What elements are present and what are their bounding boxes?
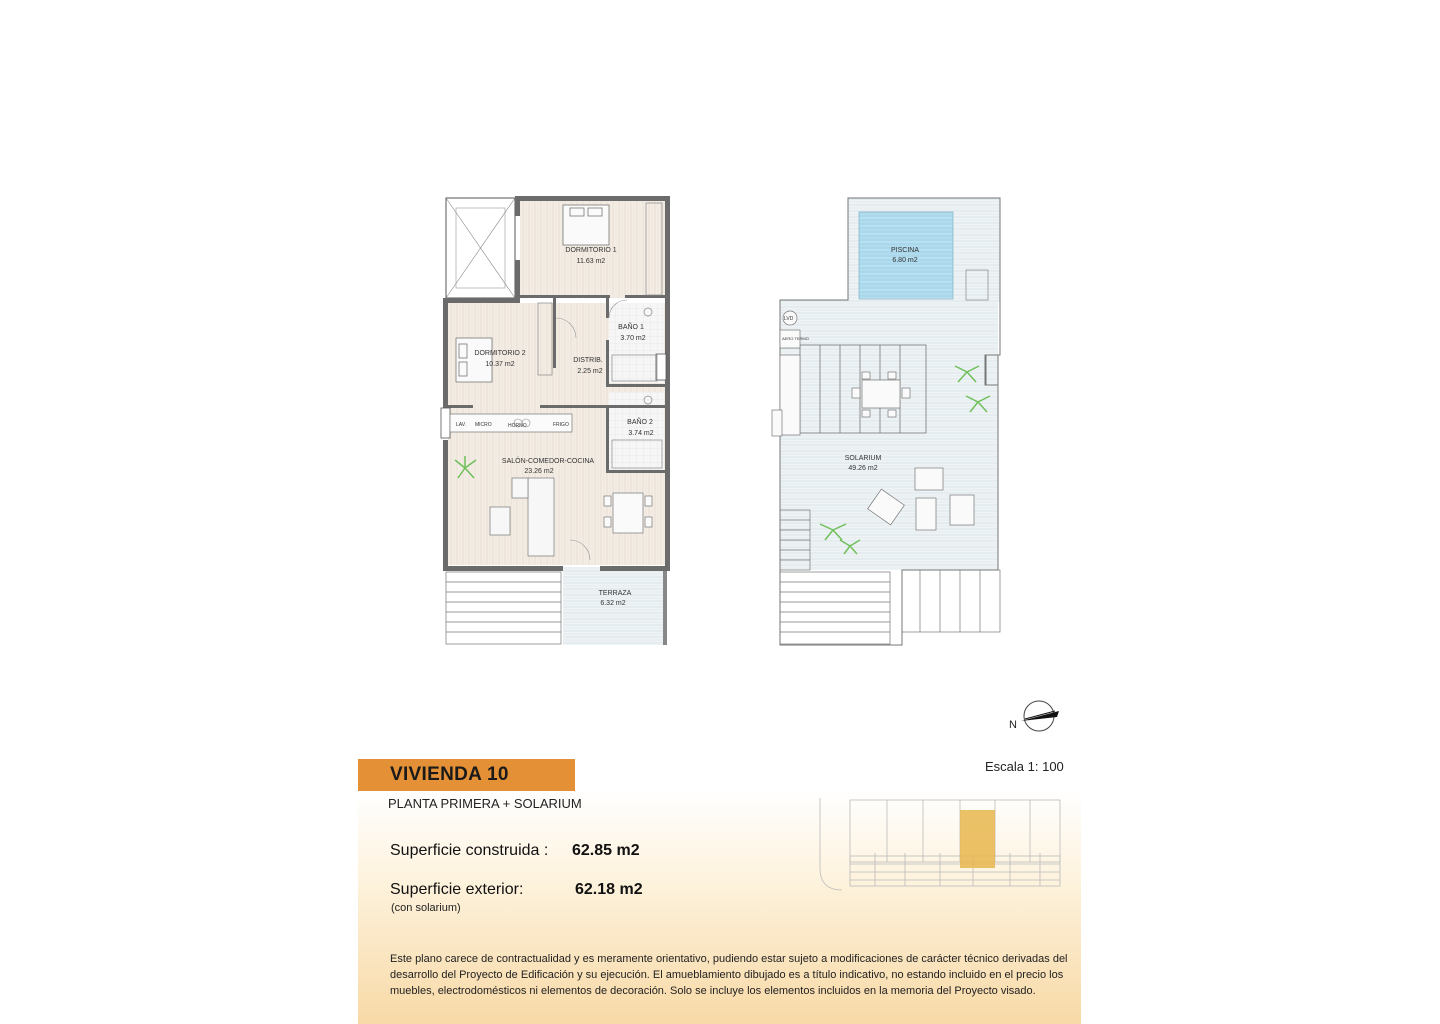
- first-floor-plan: [441, 196, 670, 645]
- room-label-solarium: SOLARIUM: [844, 455, 882, 462]
- compass-icon: [1005, 695, 1065, 745]
- surface-exterior-value: 62.18 m2: [575, 881, 643, 898]
- title-bar: [358, 759, 575, 791]
- appliance-label: LAV.: [456, 422, 467, 428]
- deck-floor: [780, 300, 998, 570]
- room-area-bano-2: 3.74 m2: [628, 430, 654, 437]
- counter: [780, 355, 800, 435]
- bed-icon: [563, 205, 609, 245]
- room-label-bano-2: BAÑO 2: [627, 419, 653, 426]
- surface-built-label: Superficie construida :: [390, 842, 549, 859]
- room-label-distrib: DISTRIB.: [573, 357, 603, 364]
- room-label-bano-1: BAÑO 1: [618, 324, 644, 331]
- room-area-salon: 23.26 m2: [524, 468, 554, 475]
- room-label-dormitorio-2: DORMITORIO 2: [474, 350, 526, 357]
- room-label-dormitorio-1: DORMITORIO 1: [565, 247, 617, 254]
- north-label: N: [1009, 719, 1017, 731]
- room-area-terraza: 6.32 m2: [600, 600, 626, 607]
- room-label-terraza: TERRAZA: [598, 590, 632, 597]
- solarium-plan: [772, 198, 1000, 645]
- room-area-dormitorio-2: 10.37 m2: [485, 361, 515, 368]
- page-subtitle: PLANTA PRIMERA + SOLARIUM: [388, 796, 582, 811]
- appliance-label: LVD: [784, 316, 794, 322]
- disclaimer: Este plano carece de contractualidad y es meramente orientativo, pudiendo estar sujeto a modificaciones de carácter técnico derivadas del desarrollo del Proyecto de Edificación y su ejecución. El amueblamiento dibujado es a título indicativo, no estando incluido en el precio los muebles, electrodomésticos ni elementos de decoración. Solo se incluye los elementos incluidos en la memoria del Proyecto visado.: [390, 953, 1068, 997]
- surface-exterior-note: (con solarium): [391, 902, 461, 914]
- room-label-salon: SALÓN-COMEDOR-COCINA: [501, 458, 595, 465]
- appliance-label: MICRO: [475, 422, 492, 428]
- bed-icon: [456, 338, 492, 382]
- stairs: [446, 572, 561, 644]
- unit-highlight: [960, 810, 995, 868]
- room-area-solarium: 49.26 m2: [848, 465, 878, 472]
- room-area-distrib: 2.25 m2: [577, 368, 603, 375]
- pool: [859, 212, 953, 299]
- key-plan: [815, 798, 1070, 898]
- room-area-bano-1: 3.70 m2: [620, 335, 646, 342]
- surface-built-value: 62.85 m2: [572, 842, 640, 859]
- scale-label: Escala 1: 100: [985, 759, 1064, 774]
- room-label-piscina: PISCINA: [890, 247, 920, 254]
- appliance-label: FRIGO: [553, 422, 569, 428]
- appliance-label: HORNO: [508, 423, 527, 429]
- room-area-dormitorio-1: 11.63 m2: [576, 258, 606, 265]
- surface-exterior-label: Superficie exterior:: [390, 881, 524, 898]
- page-title: VIVIENDA 10: [390, 764, 509, 785]
- room-area-piscina: 6.80 m2: [892, 257, 918, 264]
- appliance-label: AERO TERMO: [782, 336, 809, 341]
